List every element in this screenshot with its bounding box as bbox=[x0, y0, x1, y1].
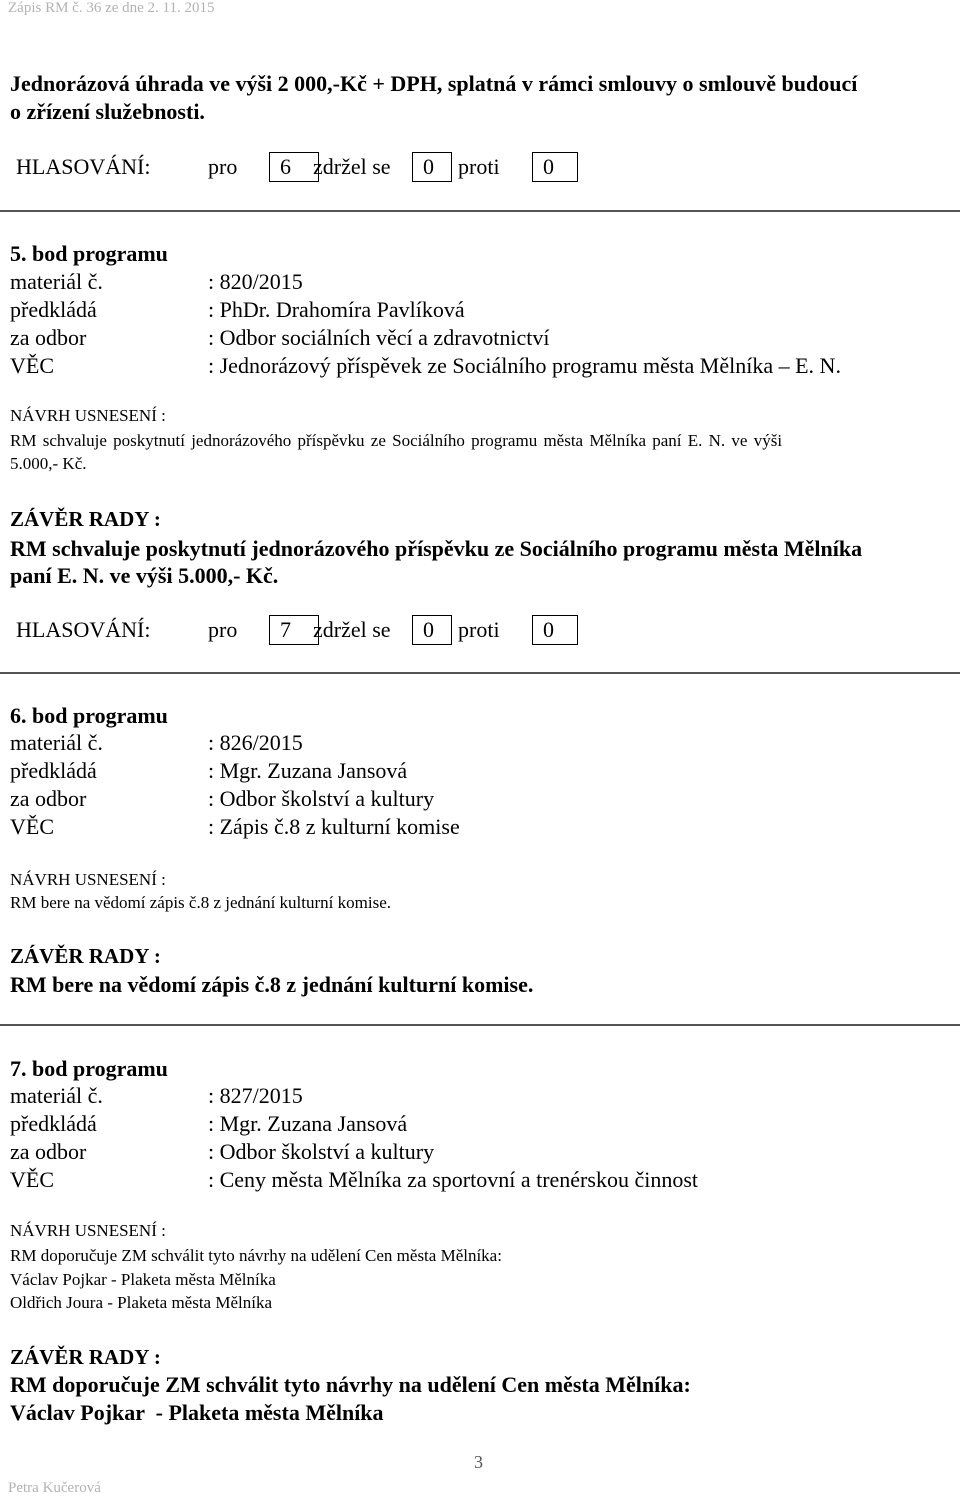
bod5-predklada-value: : PhDr. Drahomíra Pavlíková bbox=[208, 297, 465, 322]
bod5-predklada-label: předkládá bbox=[10, 297, 97, 322]
bod7-title: 7. bod programu bbox=[10, 1056, 168, 1081]
bod6-navrh-line-1: RM bere na vědomí zápis č.8 z jednání kulturní komise. bbox=[10, 893, 391, 912]
bod7-material-value: : 827/2015 bbox=[208, 1083, 303, 1108]
section-divider bbox=[0, 672, 960, 674]
document-header: Zápis RM č. 36 ze dne 2. 11. 2015 bbox=[8, 0, 215, 16]
vote-proti-label: proti bbox=[458, 617, 500, 642]
vote-proti-label: proti bbox=[458, 154, 500, 179]
bod6-vec-label: VĚC bbox=[10, 814, 54, 839]
vote-pro-label: pro bbox=[208, 154, 238, 179]
vote-label: HLASOVÁNÍ: bbox=[16, 154, 151, 179]
bod5-material-value: : 820/2015 bbox=[208, 269, 303, 294]
vote-proti-box: 0 bbox=[532, 615, 578, 645]
footer-author: Petra Kučerová bbox=[8, 1480, 101, 1496]
bod5-zaver-heading: ZÁVĚR RADY : bbox=[10, 507, 161, 531]
bod6-za-odbor-value: : Odbor školství a kultury bbox=[208, 786, 435, 811]
bod7-navrh-line-2: Václav Pojkar - Plaketa města Mělníka bbox=[10, 1270, 276, 1289]
bod6-title: 6. bod programu bbox=[10, 703, 168, 728]
section-divider bbox=[0, 1024, 960, 1026]
intro-line-2: o zřízení služebnosti. bbox=[10, 99, 205, 124]
bod6-material-value: : 826/2015 bbox=[208, 730, 303, 755]
bod7-navrh-line-3: Oldřich Joura - Plaketa města Mělníka bbox=[10, 1293, 273, 1312]
bod7-za-odbor-value: : Odbor školství a kultury bbox=[208, 1139, 435, 1164]
bod7-zaver-line-2: Václav Pojkar - Plaketa města Mělníka bbox=[10, 1400, 384, 1425]
bod5-zaver-line-1: RM schvaluje poskytnutí jednorázového příspěvku ze Sociálního programu města Mělníka bbox=[10, 536, 863, 561]
bod5-title: 5. bod programu bbox=[10, 241, 168, 266]
vote-label: HLASOVÁNÍ: bbox=[16, 617, 151, 642]
vote-zdrzel-label: zdržel se bbox=[313, 617, 391, 642]
bod7-predklada-value: : Mgr. Zuzana Jansová bbox=[208, 1111, 408, 1136]
bod7-material-label: materiál č. bbox=[10, 1083, 103, 1108]
bod7-navrh-line-1: RM doporučuje ZM schválit tyto návrhy na udělení Cen města Mělníka: bbox=[10, 1246, 502, 1265]
bod5-za-odbor-label: za odbor bbox=[10, 325, 87, 350]
vote-zdrzel-box: 0 bbox=[412, 152, 452, 182]
bod6-navrh-heading: NÁVRH USNESENÍ : bbox=[10, 870, 166, 889]
bod5-za-odbor-value: : Odbor sociálních věcí a zdravotnictví bbox=[208, 325, 550, 350]
bod5-material-label: materiál č. bbox=[10, 269, 103, 294]
bod7-zaver-line-1: RM doporučuje ZM schválit tyto návrhy na udělení Cen města Mělníka: bbox=[10, 1372, 691, 1397]
vote-pro-box: 7 bbox=[269, 615, 319, 645]
bod6-vec-value: : Zápis č.8 z kulturní komise bbox=[208, 814, 460, 839]
bod5-vec-value: : Jednorázový příspěvek ze Sociálního programu města Mělníka – E. N. bbox=[208, 353, 841, 378]
intro-line-1: Jednorázová úhrada ve výši 2 000,-Kč + DPH, splatná v rámci smlouvy o smlouvě budoucí bbox=[10, 71, 858, 96]
bod7-za-odbor-label: za odbor bbox=[10, 1139, 87, 1164]
bod5-navrh-line-2: 5.000,- Kč. bbox=[10, 454, 87, 473]
bod6-za-odbor-label: za odbor bbox=[10, 786, 87, 811]
section-divider bbox=[0, 210, 960, 212]
vote-pro-label: pro bbox=[208, 617, 238, 642]
bod7-zaver-heading: ZÁVĚR RADY : bbox=[10, 1345, 161, 1369]
vote-pro-box: 6 bbox=[269, 152, 319, 182]
bod5-vec-label: VĚC bbox=[10, 353, 54, 378]
bod5-zaver-line-2: paní E. N. ve výši 5.000,- Kč. bbox=[10, 563, 279, 588]
bod5-navrh-line-1: RM schvaluje poskytnutí jednorázového příspěvku ze Sociálního programu města Mělníka paní E. N. ve výši bbox=[10, 431, 783, 450]
vote-zdrzel-label: zdržel se bbox=[313, 154, 391, 179]
bod6-zaver-line-1: RM bere na vědomí zápis č.8 z jednání kulturní komise. bbox=[10, 972, 534, 997]
bod7-predklada-label: předkládá bbox=[10, 1111, 97, 1136]
bod6-predklada-label: předkládá bbox=[10, 758, 97, 783]
bod7-navrh-heading: NÁVRH USNESENÍ : bbox=[10, 1221, 166, 1240]
bod7-vec-value: : Ceny města Mělníka za sportovní a trenérskou činnost bbox=[208, 1167, 698, 1192]
vote-proti-box: 0 bbox=[532, 152, 578, 182]
bod6-zaver-heading: ZÁVĚR RADY : bbox=[10, 944, 161, 968]
vote-zdrzel-box: 0 bbox=[412, 615, 452, 645]
bod6-material-label: materiál č. bbox=[10, 730, 103, 755]
bod6-predklada-value: : Mgr. Zuzana Jansová bbox=[208, 758, 408, 783]
bod7-vec-label: VĚC bbox=[10, 1167, 54, 1192]
bod5-navrh-heading: NÁVRH USNESENÍ : bbox=[10, 406, 166, 425]
page-number: 3 bbox=[474, 1452, 483, 1472]
